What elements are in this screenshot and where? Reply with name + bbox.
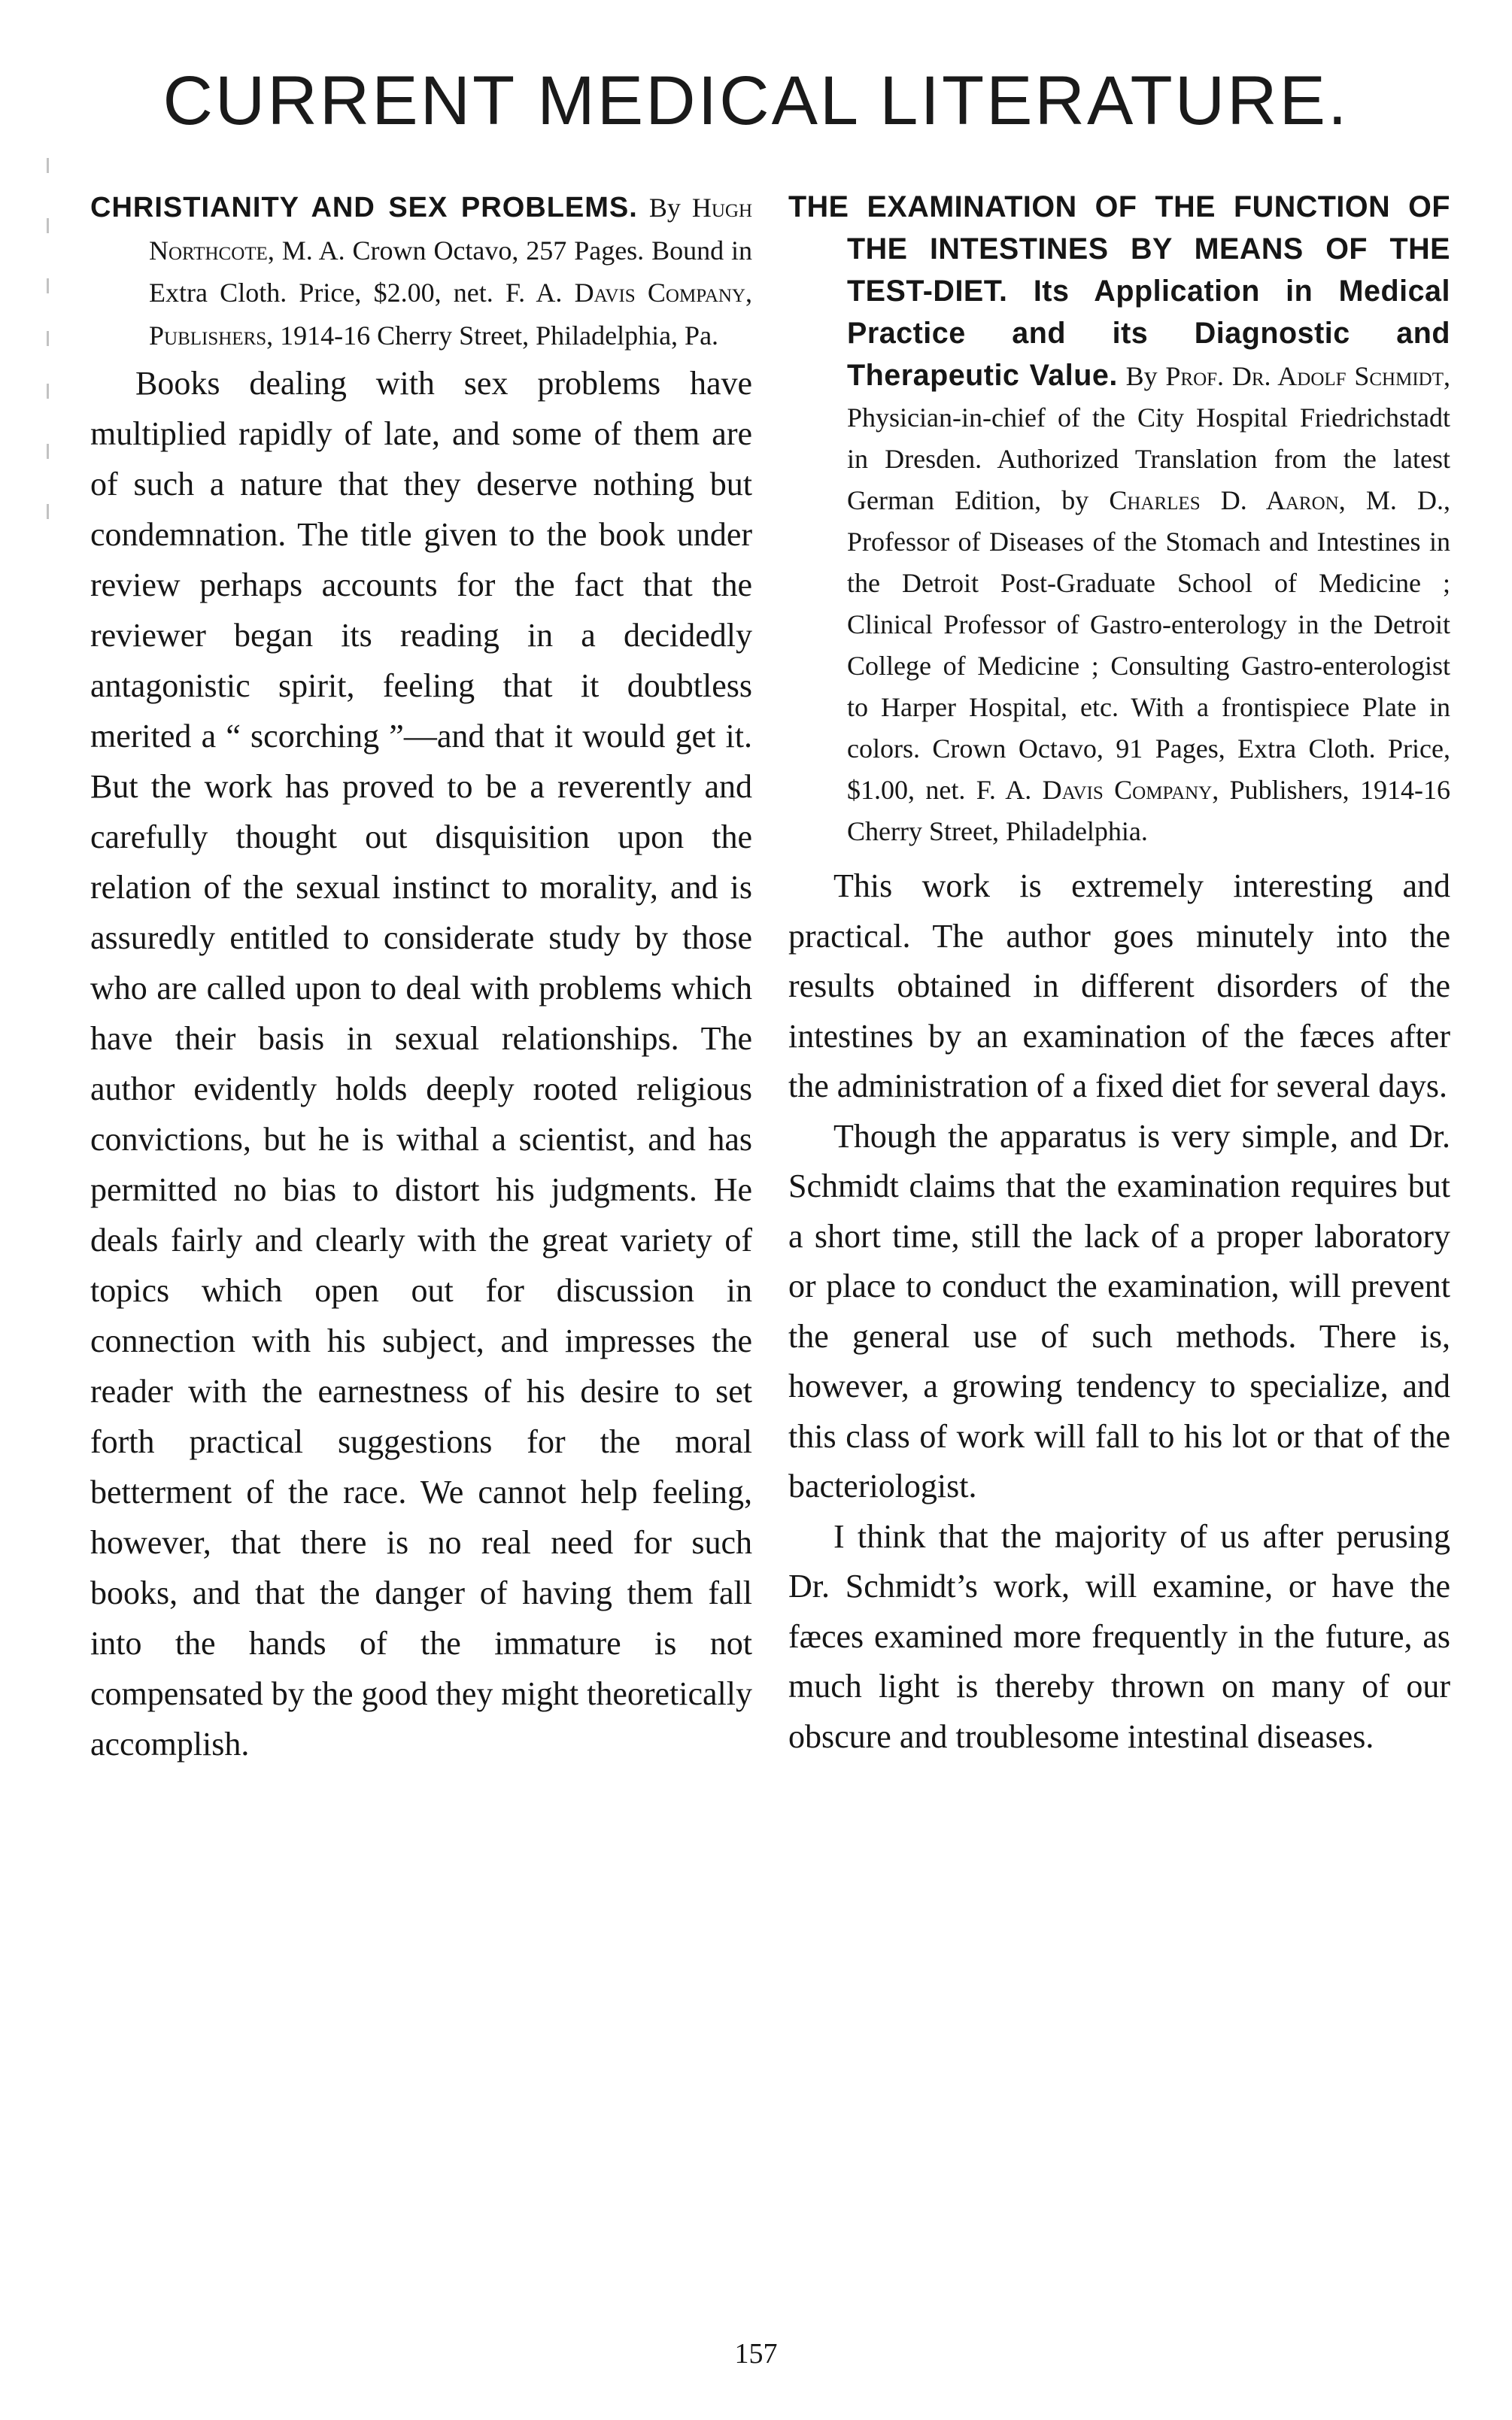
translator-name: Charles D. Aaron [1109, 485, 1339, 515]
publisher-address: , 1914-16 Cherry Street, Philadelphia, Pa. [266, 320, 719, 351]
by-label: By [1125, 361, 1158, 391]
left-column [90, 187, 752, 1769]
book-title: CHRISTIANITY AND SEX PROBLEMS. [90, 192, 638, 223]
review-paragraph: This work is extremely interesting and practical. The author goes minutely into the results obtained in different disorders of the intestines by an examination of the fæces after the administration of a fixed diet for several days. [788, 867, 1450, 1104]
right-column [788, 187, 1450, 1762]
page-number: 157 [734, 2338, 778, 2370]
author-name: Hugh Northcote [149, 193, 753, 266]
publisher-address: , Publishers, 1914-16 Cherry Street, Philadelphia. [847, 775, 1450, 846]
book-details: , M. A. Crown Octavo, 257 Pages. Bound in Extra Cloth. Price, $2.00, net. F. A. [149, 235, 752, 308]
by-label: By [648, 193, 681, 223]
review-paragraph: Though the apparatus is very simple, and Dr. Schmidt claims that the examination requires but a short time, still the lack of a proper laboratory or place to conduct the examination, will prevent the general use of such methods. There is, however, a growing tendency to specialize, and this class of work will fall to his lot or that of the bacteriologist. [788, 1117, 1450, 1505]
page-title: CURRENT MEDICAL LITERATURE. [162, 62, 1350, 139]
page-edge-marks [47, 158, 77, 564]
publisher-name: Davis Company [1042, 775, 1213, 805]
review-paragraph: Books dealing with sex problems have multiplied rapidly of late, and some of them are of such a nature that they deserve nothing but condemnation. The title given to the book under review perhaps accounts for the fact that the reviewer began its reading in a decidedly antagonistic spirit, feeling that it doubtless merited a “ scorching ”—and that it would get it. But the work has proved to be a reverently and carefully thought out disquisition upon the relation of the sexual instinct to morality, and is assuredly entitled to considerate study by those who are called upon to deal with problems which have their basis in sexual relationships. The author evidently holds deeply rooted religious convictions, but he is withal a scientist, and has permitted no bias to distort his judgments. He deals fairly and clearly with the great variety of topics which open out for discussion in connection with his subject, and impresses the reader with the earnestness of his desire to set forth practical suggestions for the moral betterment of the race. We cannot help feeling, however, that there is no real need for such books, and that the danger of having them fall into the hands of the immature is not compensated by the good they might theoretically accomplish. [90, 365, 752, 1763]
book-citation [90, 187, 752, 357]
author-details: , Physician-in-chief of the City Hospital Friedrichstadt in Dresden. Authorized Translation from the latest German Edition, by [847, 361, 1450, 515]
review-paragraph: I think that the majority of us after perusing Dr. Schmidt’s work, will examine, or have the fæces examined more frequently in the future, as much light is thereby thrown on many of our obscure and troublesome intestinal diseases. [788, 1517, 1450, 1755]
book-details: , M. D., Professor of Diseases of the Stomach and Intestines in the Detroit Post-Graduate School of Medicine ; Clinical Professor of Gastro-enterology in the Detroit College of Medicine ; Consulting Gastro-enterologist to Harper Hospital, etc. With a frontispiece Plate in colors. Crown Octavo, 91 Pages, Extra Cloth. Price, $1.00, net. F. A. [847, 485, 1450, 805]
book-citation [788, 187, 1450, 852]
book-title: THE EXAMINATION OF THE FUNCTION OF THE INTESTINES BY MEANS OF THE TEST-DIET. Its Application in Medical Practice and its Diagnostic and Therapeutic Value. [788, 190, 1450, 392]
author-name: Prof. Dr. Adolf Schmidt [1165, 361, 1444, 391]
publisher-name: Davis Company, Publishers [149, 278, 752, 351]
